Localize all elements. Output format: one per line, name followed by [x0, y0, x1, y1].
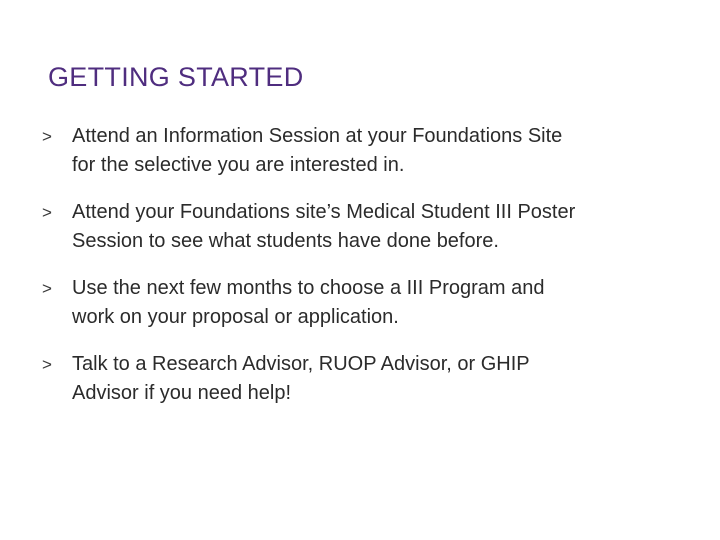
chevron-right-icon: > — [42, 203, 52, 222]
bullet-line: for the selective you are interested in. — [72, 154, 405, 176]
chevron-right-icon: > — [42, 279, 52, 298]
chevron-right-icon: > — [42, 355, 52, 374]
bullet-line: Attend an Information Session at your Foundations Site — [72, 125, 563, 147]
bullet-line: Attend your Foundations site’s Medical Student III Poster — [72, 201, 576, 223]
bullet-line: work on your proposal or application. — [72, 306, 399, 328]
chevron-right-icon: > — [42, 127, 52, 146]
bullet-item-poster-session — [40, 198, 690, 256]
bullet-line: Talk to a Research Advisor, RUOP Advisor, or GHIP — [72, 353, 530, 375]
bullet-item-talk-to-advisor — [40, 350, 690, 408]
bullet-item-choose-program — [40, 274, 690, 332]
bullet-line: Advisor if you need help! — [72, 382, 292, 404]
bullet-item-info-session — [40, 122, 690, 180]
bullet-line: Session to see what students have done before. — [72, 230, 499, 252]
slide-title: GETTING STARTED — [48, 62, 304, 92]
bullet-list — [40, 122, 690, 426]
bullet-line: Use the next few months to choose a III Program and — [72, 277, 545, 299]
